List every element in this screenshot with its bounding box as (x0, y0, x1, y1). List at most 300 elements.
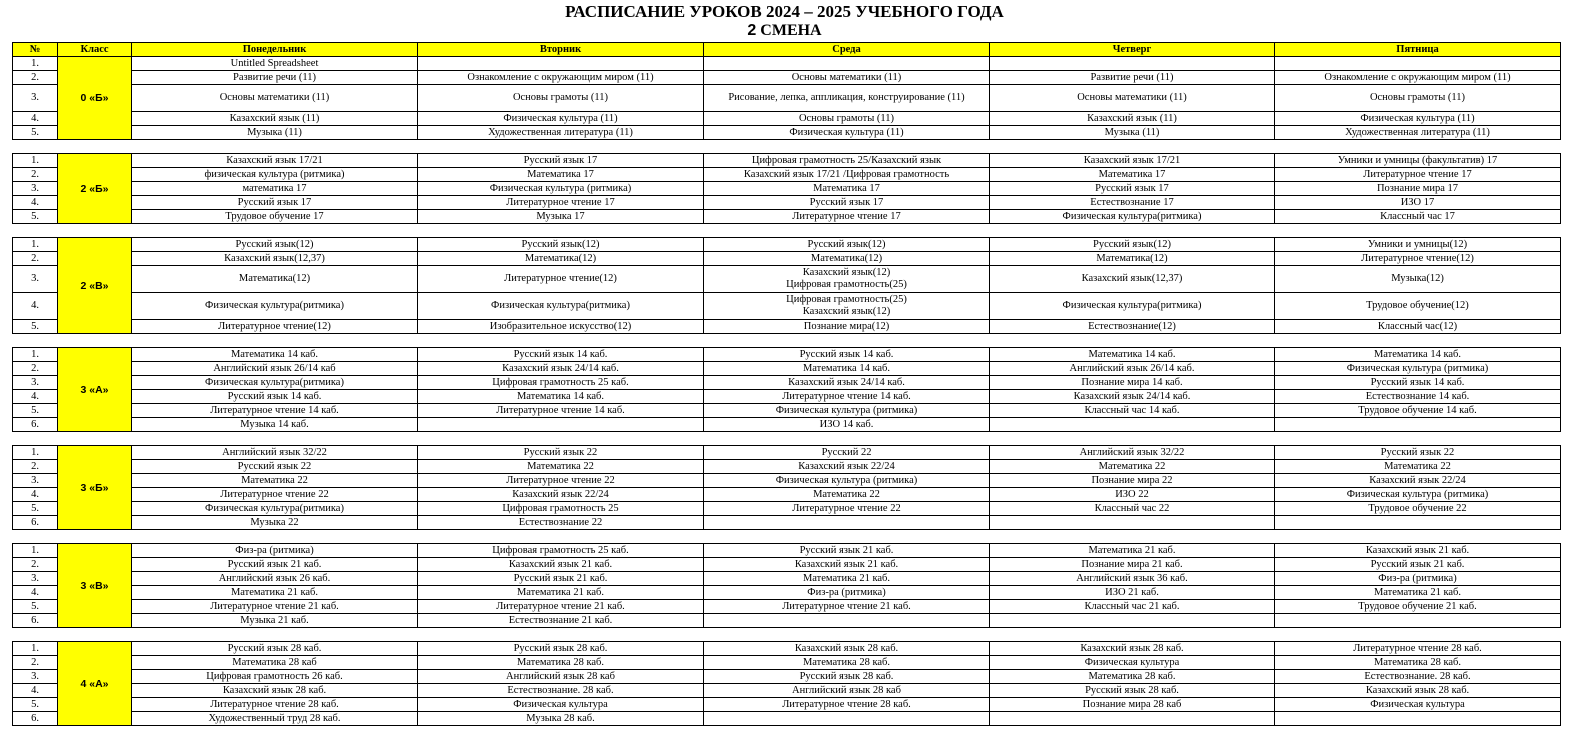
spacer-cell (13, 432, 1561, 446)
lesson-row (13, 712, 1561, 726)
lesson-cell-thursday: Классный час 22 (990, 502, 1275, 516)
lesson-cell-monday: Музыка 14 каб. (132, 418, 418, 432)
lesson-cell-monday: Литературное чтение 14 каб. (132, 404, 418, 418)
header-wednesday: Среда (704, 43, 990, 57)
lesson-cell-friday: Естествознание 14 каб. (1275, 390, 1561, 404)
lesson-cell-wednesday: Литературное чтение 28 каб. (704, 698, 990, 712)
class-name: 3 «А» (58, 348, 132, 432)
lesson-cell-tuesday: Математика 17 (418, 168, 704, 182)
lesson-cell-friday: Математика 28 каб. (1275, 656, 1561, 670)
group-spacer-row (13, 334, 1561, 348)
lesson-cell-friday: Основы грамоты (11) (1275, 85, 1561, 112)
lesson-cell-monday: Untitled Spreadsheet (132, 57, 418, 71)
lesson-cell-monday: Английский язык 26 каб. (132, 572, 418, 586)
lesson-cell-friday: Художественная литература (11) (1275, 126, 1561, 140)
lesson-cell-wednesday (704, 266, 990, 293)
lesson-cell-monday: Русский язык 21 каб. (132, 558, 418, 572)
spacer-cell (13, 628, 1561, 642)
lesson-cell-thursday (990, 712, 1275, 726)
lesson-cell-thursday: Казахский язык (11) (990, 112, 1275, 126)
lesson-cell-monday: Физ-ра (ритмика) (132, 544, 418, 558)
lesson-number: 3. (13, 85, 58, 112)
lesson-row (13, 544, 1561, 558)
lesson-cell-thursday: Русский язык 17 (990, 182, 1275, 196)
lesson-cell-friday: Классный час(12) (1275, 320, 1561, 334)
lesson-number: 2. (13, 460, 58, 474)
lesson-cell-tuesday: Казахский язык 22/24 (418, 488, 704, 502)
lesson-cell-wednesday: Литературное чтение 14 каб. (704, 390, 990, 404)
spacer-cell (13, 224, 1561, 238)
lesson-cell-monday: Русский язык 14 каб. (132, 390, 418, 404)
lesson-cell-monday: Казахский язык(12,37) (132, 252, 418, 266)
lesson-cell-tuesday: Естествознание 22 (418, 516, 704, 530)
lesson-cell-monday: Математика 22 (132, 474, 418, 488)
lesson-cell-friday: Трудовое обучение 14 каб. (1275, 404, 1561, 418)
group-spacer-row (13, 530, 1561, 544)
lesson-number: 6. (13, 418, 58, 432)
lesson-row (13, 390, 1561, 404)
lesson-cell-thursday: Познание мира 14 каб. (990, 376, 1275, 390)
header-thursday: Четверг (990, 43, 1275, 57)
lesson-cell-friday: Умники и умницы (факультатив) 17 (1275, 154, 1561, 168)
lesson-number: 6. (13, 712, 58, 726)
lesson-number: 6. (13, 516, 58, 530)
lesson-cell-wednesday: Казахский язык 21 каб. (704, 558, 990, 572)
lesson-cell-monday: Казахский язык 28 каб. (132, 684, 418, 698)
lesson-cell-friday: Умники и умницы(12) (1275, 238, 1561, 252)
lesson-cell-thursday: ИЗО 21 каб. (990, 586, 1275, 600)
lesson-number: 4. (13, 293, 58, 320)
lesson-row (13, 293, 1561, 320)
lesson-cell-friday: Физ-ра (ритмика) (1275, 572, 1561, 586)
lesson-cell-friday: Физическая культура (ритмика) (1275, 488, 1561, 502)
lesson-cell-friday: Трудовое обучение(12) (1275, 293, 1561, 320)
lesson-number: 5. (13, 320, 58, 334)
lesson-cell-thursday: Математика 28 каб. (990, 670, 1275, 684)
lesson-cell-wednesday (704, 712, 990, 726)
lesson-cell-friday: Русский язык 21 каб. (1275, 558, 1561, 572)
lesson-cell-tuesday: Литературное чтение 17 (418, 196, 704, 210)
group-spacer-row (13, 628, 1561, 642)
lesson-cell-thursday: Познание мира 22 (990, 474, 1275, 488)
lesson-row (13, 488, 1561, 502)
lesson-row (13, 252, 1561, 266)
lesson-number: 2. (13, 558, 58, 572)
lesson-cell-thursday: Естествознание 17 (990, 196, 1275, 210)
lesson-cell-wednesday: Физическая культура (11) (704, 126, 990, 140)
lesson-cell-wednesday: Английский язык 28 каб (704, 684, 990, 698)
lesson-cell-wednesday: Математика 14 каб. (704, 362, 990, 376)
lesson-row (13, 600, 1561, 614)
lesson-cell-tuesday: Математика 22 (418, 460, 704, 474)
header-monday: Понедельник (132, 43, 418, 57)
lesson-cell-wednesday: Русский язык 14 каб. (704, 348, 990, 362)
lesson-row (13, 196, 1561, 210)
lesson-cell-thursday: Казахский язык(12,37) (990, 266, 1275, 293)
lesson-number: 3. (13, 182, 58, 196)
lesson-cell-wednesday: Литературное чтение 21 каб. (704, 600, 990, 614)
lesson-cell-tuesday: Литературное чтение 22 (418, 474, 704, 488)
lesson-cell-tuesday: Музыка 28 каб. (418, 712, 704, 726)
class-name: 3 «Б» (58, 446, 132, 530)
lesson-cell-thursday: Казахский язык 24/14 каб. (990, 390, 1275, 404)
lesson-line: Цифровая грамотность(25) (786, 279, 907, 290)
lesson-cell-wednesday: Казахский язык 28 каб. (704, 642, 990, 656)
lesson-number: 2. (13, 656, 58, 670)
lesson-number: 1. (13, 544, 58, 558)
lesson-number: 5. (13, 404, 58, 418)
lesson-number: 1. (13, 57, 58, 71)
lesson-cell-thursday: Познание мира 28 каб (990, 698, 1275, 712)
lesson-cell-tuesday: Английский язык 28 каб (418, 670, 704, 684)
lesson-cell-thursday (990, 614, 1275, 628)
lesson-cell-thursday: Математика 17 (990, 168, 1275, 182)
lesson-row (13, 168, 1561, 182)
lesson-cell-monday: Математика(12) (132, 266, 418, 293)
lesson-cell-wednesday: Русский язык 28 каб. (704, 670, 990, 684)
group-spacer-row (13, 432, 1561, 446)
lesson-cell-thursday: Казахский язык 17/21 (990, 154, 1275, 168)
lesson-cell-monday: Литературное чтение 21 каб. (132, 600, 418, 614)
lesson-cell-wednesday: Казахский язык 17/21 /Цифровая грамотность (704, 168, 990, 182)
lesson-cell-friday: Физическая культура (ритмика) (1275, 362, 1561, 376)
lesson-number: 3. (13, 670, 58, 684)
lesson-cell-friday: Классный час 17 (1275, 210, 1561, 224)
lesson-cell-tuesday: Естествознание 21 каб. (418, 614, 704, 628)
lesson-cell-tuesday: Литературное чтение 21 каб. (418, 600, 704, 614)
lesson-cell-tuesday: Русский язык 28 каб. (418, 642, 704, 656)
lesson-cell-friday: Ознакомление с окружающим миром (11) (1275, 71, 1561, 85)
lesson-cell-monday: математика 17 (132, 182, 418, 196)
lesson-cell-wednesday: Русский язык 17 (704, 196, 990, 210)
lesson-cell-wednesday: Познание мира(12) (704, 320, 990, 334)
lesson-cell-monday: физическая культура (ритмика) (132, 168, 418, 182)
lesson-number: 4. (13, 684, 58, 698)
lesson-cell-tuesday: Физическая культура (ритмика) (418, 182, 704, 196)
lesson-cell-monday: Физическая культура(ритмика) (132, 376, 418, 390)
lesson-cell-wednesday: Физ-ра (ритмика) (704, 586, 990, 600)
lesson-cell-friday: Русский язык 22 (1275, 446, 1561, 460)
lesson-cell-thursday: Математика 14 каб. (990, 348, 1275, 362)
schedule-table (12, 42, 1561, 726)
lesson-cell-monday: Русский язык 22 (132, 460, 418, 474)
lesson-cell-wednesday (704, 293, 990, 320)
lesson-cell-wednesday (704, 516, 990, 530)
lesson-row (13, 684, 1561, 698)
lesson-cell-monday: Физическая культура(ритмика) (132, 502, 418, 516)
lesson-row (13, 71, 1561, 85)
lesson-cell-monday: Музыка (11) (132, 126, 418, 140)
lesson-cell-friday: Литературное чтение(12) (1275, 252, 1561, 266)
lesson-cell-wednesday: Математика 28 каб. (704, 656, 990, 670)
lesson-cell-tuesday: Казахский язык 24/14 каб. (418, 362, 704, 376)
lesson-cell-wednesday: Математика 17 (704, 182, 990, 196)
lesson-row (13, 238, 1561, 252)
lesson-row (13, 112, 1561, 126)
lesson-row (13, 210, 1561, 224)
lesson-cell-monday: Математика 14 каб. (132, 348, 418, 362)
lesson-cell-tuesday: Изобразительное искусство(12) (418, 320, 704, 334)
lesson-cell-thursday: Основы математики (11) (990, 85, 1275, 112)
lesson-number: 4. (13, 196, 58, 210)
lesson-number: 3. (13, 266, 58, 293)
lesson-cell-tuesday: Математика 28 каб. (418, 656, 704, 670)
class-name: 2 «Б» (58, 154, 132, 224)
lesson-cell-friday (1275, 712, 1561, 726)
lesson-cell-thursday: Естествознание(12) (990, 320, 1275, 334)
header-class: Класс (58, 43, 132, 57)
lesson-number: 2. (13, 168, 58, 182)
lesson-cell-monday: Русский язык 17 (132, 196, 418, 210)
lesson-cell-tuesday: Физическая культура (11) (418, 112, 704, 126)
lesson-cell-thursday: Физическая культура(ритмика) (990, 293, 1275, 320)
lesson-cell-thursday: Познание мира 21 каб. (990, 558, 1275, 572)
lesson-cell-tuesday: Математика 21 каб. (418, 586, 704, 600)
lesson-cell-tuesday (418, 418, 704, 432)
lesson-cell-tuesday: Литературное чтение 14 каб. (418, 404, 704, 418)
lesson-number: 4. (13, 390, 58, 404)
lesson-row (13, 670, 1561, 684)
lesson-cell-tuesday (418, 57, 704, 71)
lesson-row (13, 572, 1561, 586)
lesson-cell-monday: Математика 21 каб. (132, 586, 418, 600)
lesson-cell-wednesday: Казахский язык 22/24 (704, 460, 990, 474)
lesson-cell-monday: Развитие речи (11) (132, 71, 418, 85)
lesson-number: 4. (13, 488, 58, 502)
lesson-cell-tuesday: Ознакомление с окружающим миром (11) (418, 71, 704, 85)
lesson-row (13, 126, 1561, 140)
lesson-cell-monday: Цифровая грамотность 26 каб. (132, 670, 418, 684)
lesson-cell-thursday: Музыка (11) (990, 126, 1275, 140)
lesson-cell-wednesday: Цифровая грамотность 25/Казахский язык (704, 154, 990, 168)
lesson-row (13, 558, 1561, 572)
lesson-cell-wednesday: Русский язык 21 каб. (704, 544, 990, 558)
lesson-row (13, 614, 1561, 628)
lesson-cell-tuesday: Цифровая грамотность 25 каб. (418, 376, 704, 390)
lesson-cell-wednesday: Математика 21 каб. (704, 572, 990, 586)
lesson-cell-thursday (990, 516, 1275, 530)
lesson-cell-tuesday: Физическая культура(ритмика) (418, 293, 704, 320)
lesson-cell-friday: Русский язык 14 каб. (1275, 376, 1561, 390)
lesson-cell-monday: Казахский язык (11) (132, 112, 418, 126)
spacer-cell (13, 530, 1561, 544)
lesson-row (13, 460, 1561, 474)
lesson-row (13, 502, 1561, 516)
lesson-cell-thursday: Русский язык(12) (990, 238, 1275, 252)
lesson-number: 2. (13, 71, 58, 85)
lesson-cell-monday: Трудовое обучение 17 (132, 210, 418, 224)
lesson-number: 5. (13, 600, 58, 614)
lesson-cell-tuesday: Математика(12) (418, 252, 704, 266)
spacer-cell (13, 140, 1561, 154)
lesson-number: 1. (13, 642, 58, 656)
lesson-number: 5. (13, 126, 58, 140)
header-row (13, 43, 1561, 57)
group-spacer-row (13, 140, 1561, 154)
lesson-cell-tuesday: Основы грамоты (11) (418, 85, 704, 112)
lesson-cell-friday: Казахский язык 21 каб. (1275, 544, 1561, 558)
lesson-number: 4. (13, 112, 58, 126)
lesson-cell-friday: Математика 22 (1275, 460, 1561, 474)
lesson-cell-monday: Английский язык 26/14 каб (132, 362, 418, 376)
lesson-cell-friday: Трудовое обучение 22 (1275, 502, 1561, 516)
lesson-cell-tuesday: Русский язык 21 каб. (418, 572, 704, 586)
lesson-cell-tuesday: Музыка 17 (418, 210, 704, 224)
lesson-cell-tuesday: Русский язык 14 каб. (418, 348, 704, 362)
lesson-cell-tuesday: Физическая культура (418, 698, 704, 712)
lesson-cell-wednesday: Основы математики (11) (704, 71, 990, 85)
lesson-row (13, 404, 1561, 418)
class-name: 3 «В» (58, 544, 132, 628)
lesson-cell-thursday: Русский язык 28 каб. (990, 684, 1275, 698)
lesson-cell-tuesday: Естествознание. 28 каб. (418, 684, 704, 698)
lesson-row (13, 348, 1561, 362)
lesson-cell-wednesday: Математика(12) (704, 252, 990, 266)
lesson-cell-monday: Музыка 22 (132, 516, 418, 530)
lesson-cell-wednesday: Рисование, лепка, аппликация, конструирование (11) (704, 85, 990, 112)
lesson-row (13, 586, 1561, 600)
lesson-cell-thursday: Английский язык 32/22 (990, 446, 1275, 460)
lesson-cell-friday: Казахский язык 28 каб. (1275, 684, 1561, 698)
lesson-number: 2. (13, 362, 58, 376)
class-name: 4 «А» (58, 642, 132, 726)
lesson-number: 6. (13, 614, 58, 628)
lesson-cell-tuesday: Литературное чтение(12) (418, 266, 704, 293)
lesson-row (13, 516, 1561, 530)
lesson-cell-thursday: Математика 21 каб. (990, 544, 1275, 558)
lesson-number: 1. (13, 348, 58, 362)
lesson-cell-friday: Математика 14 каб. (1275, 348, 1561, 362)
lesson-cell-wednesday: Математика 22 (704, 488, 990, 502)
lesson-cell-thursday: Развитие речи (11) (990, 71, 1275, 85)
lesson-number: 5. (13, 210, 58, 224)
lesson-row (13, 642, 1561, 656)
lesson-cell-wednesday: Основы грамоты (11) (704, 112, 990, 126)
lesson-cell-wednesday (704, 614, 990, 628)
lesson-cell-friday: Математика 21 каб. (1275, 586, 1561, 600)
lesson-cell-friday: ИЗО 17 (1275, 196, 1561, 210)
lesson-line: Цифровая грамотность(25) (786, 294, 907, 305)
lesson-cell-monday: Математика 28 каб (132, 656, 418, 670)
lesson-cell-friday (1275, 516, 1561, 530)
lesson-line: Казахский язык(12) (802, 306, 891, 317)
lesson-number: 1. (13, 154, 58, 168)
lesson-cell-tuesday: Русский язык 22 (418, 446, 704, 460)
lesson-cell-monday: Литературное чтение 28 каб. (132, 698, 418, 712)
class-name: 0 «Б» (58, 57, 132, 140)
lesson-row (13, 474, 1561, 488)
lesson-cell-monday: Художественный труд 28 каб. (132, 712, 418, 726)
lesson-number: 1. (13, 446, 58, 460)
lesson-cell-monday: Физическая культура(ритмика) (132, 293, 418, 320)
lesson-cell-wednesday: Литературное чтение 22 (704, 502, 990, 516)
lesson-cell-monday: Основы математики (11) (132, 85, 418, 112)
lesson-cell-thursday: Казахский язык 28 каб. (990, 642, 1275, 656)
page-subtitle (0, 21, 1569, 41)
lesson-cell-friday: Физическая культура (1275, 698, 1561, 712)
lesson-cell-thursday: Классный час 14 каб. (990, 404, 1275, 418)
lesson-row (13, 376, 1561, 390)
lesson-number: 3. (13, 572, 58, 586)
group-spacer-row (13, 224, 1561, 238)
lesson-row (13, 446, 1561, 460)
lesson-cell-tuesday: Русский язык 17 (418, 154, 704, 168)
lesson-cell-thursday (990, 418, 1275, 432)
lesson-row (13, 698, 1561, 712)
lesson-row (13, 85, 1561, 112)
lesson-cell-tuesday: Художественная литература (11) (418, 126, 704, 140)
header-friday: Пятница (1275, 43, 1561, 57)
lesson-cell-tuesday: Цифровая грамотность 25 (418, 502, 704, 516)
lesson-cell-tuesday: Русский язык(12) (418, 238, 704, 252)
lesson-cell-monday: Казахский язык 17/21 (132, 154, 418, 168)
lesson-cell-wednesday: Физическая культура (ритмика) (704, 404, 990, 418)
shift-label: СМЕНА (756, 22, 822, 39)
lesson-cell-wednesday: Физическая культура (ритмика) (704, 474, 990, 488)
lesson-row (13, 656, 1561, 670)
lesson-cell-friday: Литературное чтение 17 (1275, 168, 1561, 182)
lesson-cell-friday: Физическая культура (11) (1275, 112, 1561, 126)
lesson-cell-monday: Литературное чтение 22 (132, 488, 418, 502)
lesson-cell-monday: Литературное чтение(12) (132, 320, 418, 334)
lesson-cell-friday (1275, 418, 1561, 432)
lesson-row (13, 154, 1561, 168)
lesson-number: 1. (13, 238, 58, 252)
lesson-cell-thursday: Классный час 21 каб. (990, 600, 1275, 614)
lesson-row (13, 362, 1561, 376)
lesson-cell-friday: Литературное чтение 28 каб. (1275, 642, 1561, 656)
lesson-row (13, 57, 1561, 71)
lesson-cell-friday: Казахский язык 22/24 (1275, 474, 1561, 488)
page-title: РАСПИСАНИЕ УРОКОВ 2024 – 2025 УЧЕБНОГО ГОДА (565, 2, 1004, 21)
lesson-cell-thursday: Физическая культура(ритмика) (990, 210, 1275, 224)
lesson-cell-tuesday: Цифровая грамотность 25 каб. (418, 544, 704, 558)
lesson-number: 2. (13, 252, 58, 266)
lesson-number: 5. (13, 698, 58, 712)
lesson-line: Казахский язык(12) (802, 267, 891, 278)
lesson-cell-thursday: Английский язык 26/14 каб. (990, 362, 1275, 376)
lesson-cell-thursday: Физическая культура (990, 656, 1275, 670)
lesson-cell-wednesday: ИЗО 14 каб. (704, 418, 990, 432)
lesson-row (13, 182, 1561, 196)
lesson-cell-wednesday: Казахский язык 24/14 каб. (704, 376, 990, 390)
lesson-cell-wednesday: Русский 22 (704, 446, 990, 460)
lesson-cell-tuesday: Математика 14 каб. (418, 390, 704, 404)
lesson-cell-wednesday (704, 57, 990, 71)
lesson-cell-monday: Русский язык 28 каб. (132, 642, 418, 656)
lesson-cell-thursday: ИЗО 22 (990, 488, 1275, 502)
lesson-cell-friday (1275, 57, 1561, 71)
lesson-row (13, 418, 1561, 432)
lesson-cell-monday: Английский язык 32/22 (132, 446, 418, 460)
lesson-cell-friday (1275, 614, 1561, 628)
class-name: 2 «В» (58, 238, 132, 334)
header-num: № (13, 43, 58, 57)
lesson-cell-thursday: Математика(12) (990, 252, 1275, 266)
spacer-cell (13, 334, 1561, 348)
lesson-cell-friday: Музыка(12) (1275, 266, 1561, 293)
lesson-cell-monday: Русский язык(12) (132, 238, 418, 252)
lesson-number: 3. (13, 376, 58, 390)
lesson-row (13, 320, 1561, 334)
lesson-cell-tuesday: Казахский язык 21 каб. (418, 558, 704, 572)
lesson-cell-thursday: Математика 22 (990, 460, 1275, 474)
lesson-number: 4. (13, 586, 58, 600)
lesson-cell-thursday: Английский язык 36 каб. (990, 572, 1275, 586)
lesson-cell-friday: Естествознание. 28 каб. (1275, 670, 1561, 684)
lesson-number: 5. (13, 502, 58, 516)
schedule-body (13, 57, 1561, 726)
